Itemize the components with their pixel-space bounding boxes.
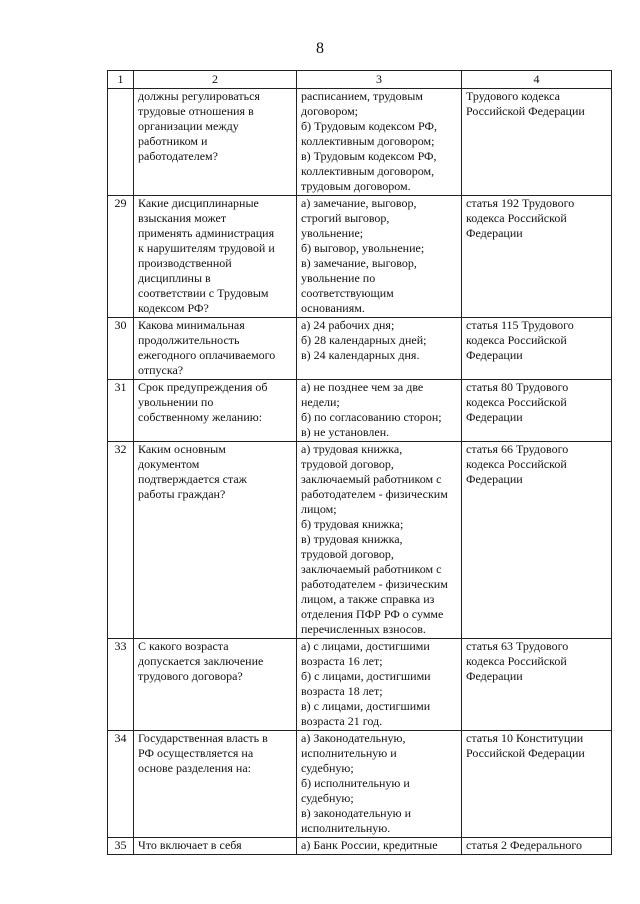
source-cell: статья 10 Конституции Российской Федерации [462,731,612,838]
header-cell: 4 [462,71,612,89]
row-number: 31 [108,380,134,442]
answers-cell: а) трудовая книжка, трудовой договор, заключаемый работником с работодателем - физическим лицом; б) трудовая книжка; в) трудовая книжка, трудовой договор, заключаемый работником с работодателем - физическим лицом, а также справка из отделения ПФР РФ о сумме перечисленных взносов. [297,442,462,639]
row-number: 30 [108,318,134,380]
question-cell: Каким основным документом подтверждается стаж работы граждан? [134,442,297,639]
table-row [108,380,612,442]
row-number: 29 [108,196,134,318]
answers-cell: расписанием, трудовым договором; б) Трудовым кодексом РФ, коллективным договором; в) Трудовым кодексом РФ, коллективным договором, трудовым договором. [297,89,462,196]
source-cell: статья 63 Трудового кодекса Российской Федерации [462,639,612,731]
question-cell: Государственная власть в РФ осуществляется на основе разделения на: [134,731,297,838]
table-row [108,318,612,380]
question-cell: должны регулироваться трудовые отношения в организации между работником и работодателем? [134,89,297,196]
answers-cell: а) Банк России, кредитные [297,838,462,855]
table-row [108,838,612,855]
answers-cell: а) 24 рабочих дня; б) 28 календарных дней; в) 24 календарных дня. [297,318,462,380]
header-cell: 3 [297,71,462,89]
row-number: 35 [108,838,134,855]
source-cell: статья 192 Трудового кодекса Российской Федерации [462,196,612,318]
table-row [108,639,612,731]
answers-cell: а) замечание, выговор, строгий выговор, увольнение; б) выговор, увольнение; в) замечание, выговор, увольнение по соответствующим основаниям. [297,196,462,318]
source-cell: статья 80 Трудового кодекса Российской Федерации [462,380,612,442]
header-cell: 1 [108,71,134,89]
questions-table [107,70,612,855]
source-cell: Трудового кодекса Российской Федерации [462,89,612,196]
source-cell: статья 2 Федерального [462,838,612,855]
page-number: 8 [316,40,324,57]
question-cell: Что включает в себя [134,838,297,855]
table-row [108,442,612,639]
answers-cell: а) Законодательную, исполнительную и судебную; б) исполнительную и судебную; в) законодательную и исполнительную. [297,731,462,838]
table-header-row [108,71,612,89]
row-number: 34 [108,731,134,838]
source-cell: статья 115 Трудового кодекса Российской Федерации [462,318,612,380]
answers-cell: а) не позднее чем за две недели; б) по согласованию сторон; в) не установлен. [297,380,462,442]
table-row [108,196,612,318]
source-cell: статья 66 Трудового кодекса Российской Федерации [462,442,612,639]
question-cell: Какие дисциплинарные взыскания может применять администрация к нарушителям трудовой и производственной дисциплины в соответствии с Трудовым кодексом РФ? [134,196,297,318]
table-row [108,89,612,196]
question-cell: Какова минимальная продолжительность ежегодного оплачиваемого отпуска? [134,318,297,380]
answers-cell: а) с лицами, достигшими возраста 16 лет; б) с лицами, достигшими возраста 18 лет; в) с лицами, достигшими возраста 21 год. [297,639,462,731]
table-row [108,731,612,838]
question-cell: Срок предупреждения об увольнении по собственному желанию: [134,380,297,442]
question-cell: С какого возраста допускается заключение трудового договора? [134,639,297,731]
row-number: 32 [108,442,134,639]
header-cell: 2 [134,71,297,89]
row-number [108,89,134,196]
row-number: 33 [108,639,134,731]
